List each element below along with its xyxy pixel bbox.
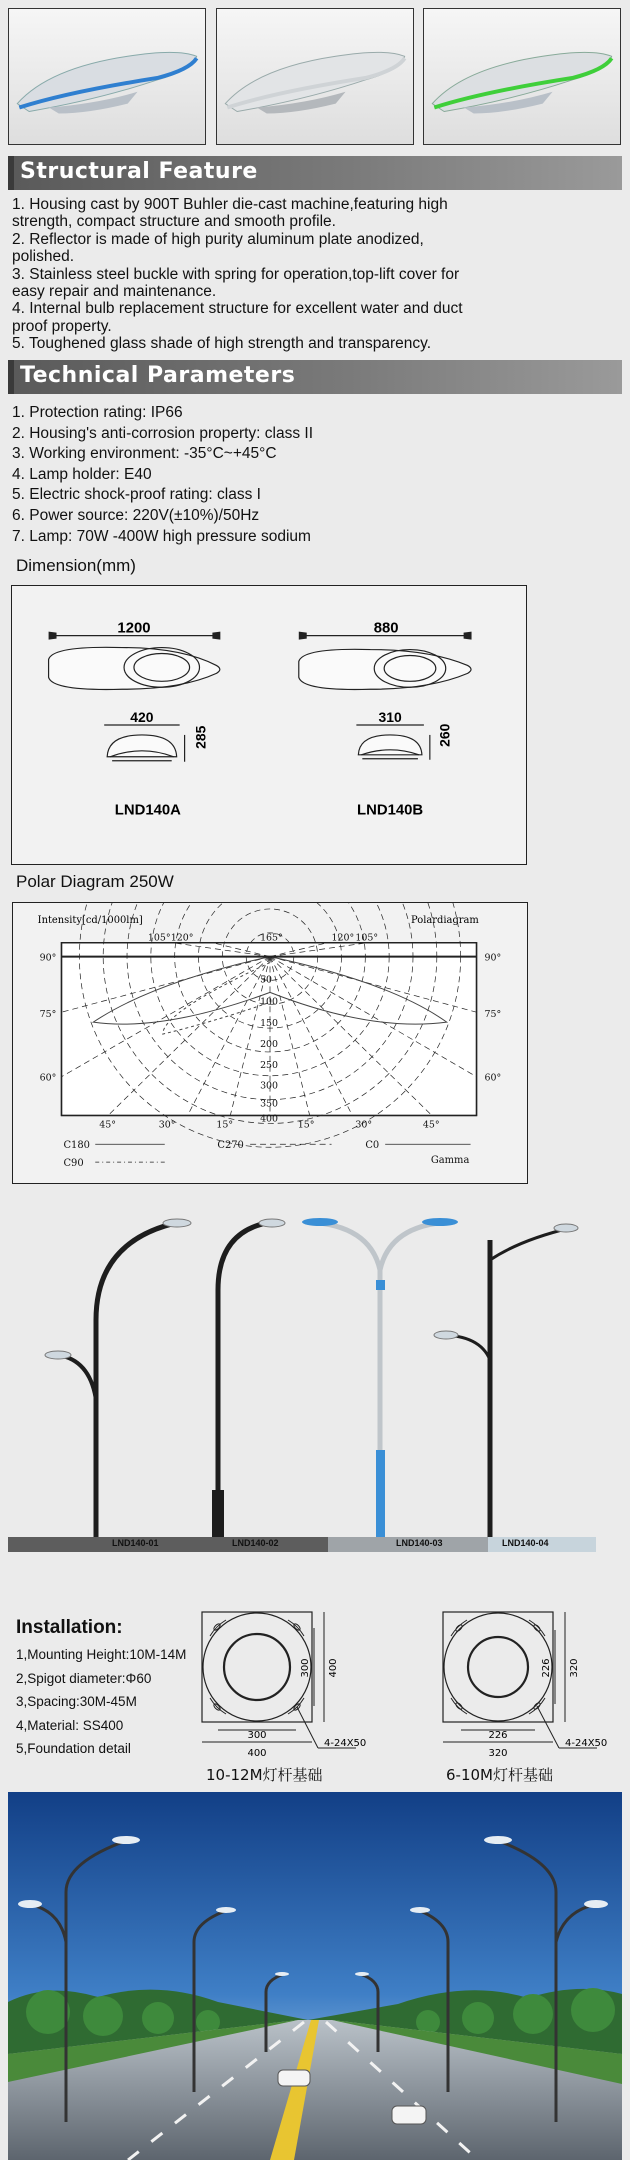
angle-label: 15° — [216, 1119, 234, 1131]
pole-label: LND140-01 — [112, 1538, 159, 1548]
technical-line: 3. Working environment: -35°C~+45°C — [12, 445, 277, 463]
pole-lnd140-03 — [302, 1218, 458, 1538]
installation-item: 3,Spacing:30M-45M — [16, 1694, 137, 1709]
technical-line: 6. Power source: 220V(±10%)/50Hz — [12, 506, 260, 524]
lnd140b-width: 310 — [378, 709, 402, 726]
structural-line: strength, compact structure and smooth profile. — [12, 213, 336, 231]
angle-label: 165° — [260, 932, 283, 944]
foundation-b-side-outer: 320 — [569, 1658, 580, 1678]
radial-label: 400 — [260, 1113, 279, 1125]
pole-illustrations — [0, 1210, 630, 1540]
radial-label: 100 — [260, 996, 279, 1008]
structural-feature-banner — [8, 156, 622, 190]
angle-label: 15° — [297, 1119, 315, 1131]
angle-label: 120° — [331, 932, 355, 944]
lamp-photo-white — [216, 8, 414, 145]
angle-label: 120° — [170, 932, 194, 944]
angle-label: 30° — [158, 1119, 176, 1131]
lnd140b-length: 880 — [373, 620, 399, 637]
technical-line: 7. Lamp: 70W -400W high pressure sodium — [12, 527, 311, 545]
lnd140a-section-view — [104, 725, 184, 762]
street-photo — [8, 1792, 622, 2160]
technical-line: 4. Lamp holder: E40 — [12, 465, 152, 483]
angle-label: 105° — [355, 932, 379, 944]
radial-label: 150 — [260, 1018, 279, 1030]
installation-item: 4,Material: SS400 — [16, 1717, 124, 1733]
legend-c180: C180 — [63, 1140, 90, 1152]
foundation-b-bolt-outer: 320 — [488, 1748, 508, 1759]
radial-label: 350 — [260, 1098, 279, 1110]
dimension-drawing — [11, 585, 527, 865]
lnd140b-section-view — [356, 725, 429, 760]
polar-diagram-title: Polar Diagram 250W — [16, 872, 174, 891]
structural-line: easy repair and maintenance. — [12, 283, 217, 301]
structural-line: 5. Toughened glass shade of high strength and transparency. — [12, 335, 432, 353]
intensity-label: Intensity[cd/1000lm] — [37, 914, 143, 926]
foundation-b-bolt-inner: 226 — [488, 1730, 508, 1741]
lnd140a-plan-view — [49, 632, 221, 690]
installation-item: 2,Spigot diameter:Φ60 — [16, 1670, 152, 1686]
lnd140a-length: 1200 — [117, 620, 151, 637]
pole-label: LND140-03 — [396, 1538, 443, 1548]
installation-title: Installation: — [16, 1617, 123, 1638]
angle-label: 90° — [484, 952, 502, 964]
lnd140a-width: 420 — [130, 709, 154, 726]
angle-label: 75° — [484, 1009, 502, 1021]
lamp-photo-blue — [8, 8, 206, 145]
structural-feature-title: Structural Feature — [20, 159, 258, 184]
foundation-b-caption: 6-10M灯杆基础 — [446, 1766, 553, 1784]
pole-label: LND140-04 — [502, 1538, 549, 1548]
structural-line: polished. — [12, 248, 75, 266]
foundation-a-bolt-outer: 400 — [247, 1748, 267, 1759]
foundation-b-side-inner: 226 — [541, 1658, 552, 1678]
foundation-a-bolt-inner: 300 — [247, 1730, 267, 1741]
lnd140b-height: 260 — [436, 723, 453, 747]
foundation-drawing-a — [196, 1606, 386, 1762]
structural-line: 1. Housing cast by 900T Buhler die-cast machine,featuring high — [12, 196, 448, 213]
angle-label: 60° — [484, 1072, 502, 1084]
structural-line: 2. Reflector is made of high purity aluminum plate anodized, — [12, 230, 424, 248]
polar-diagram-label: Polardiagram — [410, 914, 479, 926]
legend-c0: C0 — [365, 1140, 380, 1152]
foundation-a-bolts: 4-24X50 — [324, 1738, 367, 1749]
angle-label: 105° — [147, 932, 171, 944]
foundation-a-side-inner: 300 — [300, 1658, 311, 1678]
installation-item: 1,Mounting Height:10M-14M — [16, 1647, 187, 1662]
polar-diagram — [12, 902, 528, 1184]
technical-parameters-banner — [8, 360, 622, 394]
radial-label: 250 — [260, 1059, 279, 1071]
pole-lnd140-04 — [434, 1224, 578, 1538]
installation-item: 5,Foundation detail — [16, 1741, 131, 1756]
structural-feature-list — [12, 196, 463, 353]
structural-line: proof property. — [12, 317, 112, 335]
structural-line: 3. Stainless steel buckle with spring for operation,top-lift cover for — [12, 265, 460, 283]
technical-line: 1. Protection rating: IP66 — [12, 404, 183, 421]
angle-label: 90° — [39, 952, 57, 964]
pole-lnd140-02 — [212, 1219, 285, 1538]
lnd140a-model-label: LND140A — [114, 802, 181, 819]
radial-label: 50 — [260, 974, 273, 986]
technical-parameters-title: Technical Parameters — [20, 363, 296, 388]
angle-label: 45° — [99, 1119, 116, 1131]
angle-label: 75° — [39, 1009, 57, 1021]
foundation-a-caption: 10-12M灯杆基础 — [206, 1766, 323, 1784]
foundation-b-bolts: 4-24X50 — [565, 1738, 608, 1749]
foundation-a-side-outer: 400 — [328, 1658, 339, 1678]
foundation-drawing-b — [437, 1606, 627, 1762]
pole-lnd140-01 — [45, 1219, 191, 1538]
legend-c90: C90 — [63, 1158, 84, 1170]
lamp-photo-green — [423, 8, 621, 145]
radial-label: 300 — [260, 1080, 279, 1092]
pole-label: LND140-02 — [232, 1538, 279, 1548]
radial-label: 200 — [260, 1038, 279, 1050]
dimension-title: Dimension(mm) — [16, 556, 136, 575]
lnd140a-height: 285 — [192, 725, 209, 749]
angle-label: 60° — [39, 1072, 57, 1084]
angle-label: 45° — [422, 1119, 440, 1131]
pole-base-strip-dark — [8, 1537, 328, 1552]
lnd140b-plan-view — [299, 632, 472, 690]
installation-block — [16, 1616, 186, 1761]
technical-line: 5. Electric shock-proof rating: class I — [12, 486, 261, 504]
legend-c270: C270 — [217, 1140, 244, 1152]
legend-gamma: Gamma — [430, 1155, 470, 1167]
angle-label: 30° — [355, 1119, 373, 1131]
lnd140b-model-label: LND140B — [357, 802, 424, 819]
structural-line: 4. Internal bulb replacement structure for excellent water and duct — [12, 300, 463, 318]
technical-line: 2. Housing's anti-corrosion property: class II — [12, 424, 314, 442]
technical-parameters-list — [12, 403, 313, 547]
